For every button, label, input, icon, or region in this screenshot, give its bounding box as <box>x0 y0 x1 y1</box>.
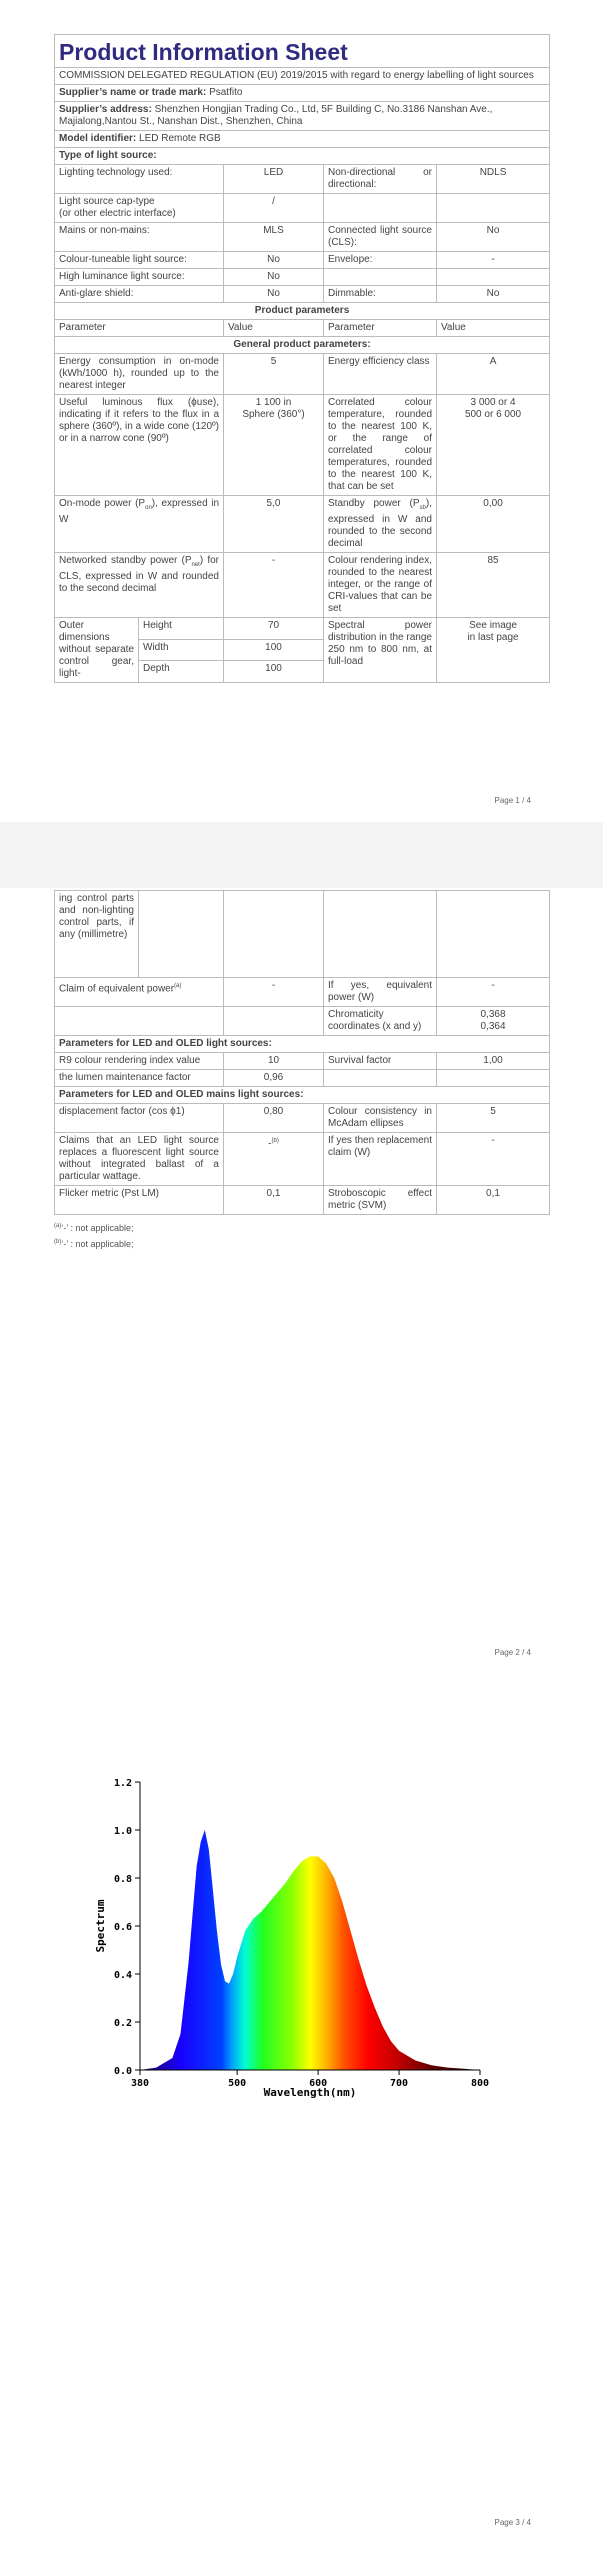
model-row <box>55 131 550 148</box>
anti-glare-label: Anti-glare shield: <box>55 286 224 303</box>
x-axis-label: Wavelength(nm) <box>263 2086 357 2099</box>
regulation-text: COMMISSION DELEGATED REGULATION (EU) 2019/2015 with regard to energy labelling of light sources <box>55 68 550 85</box>
width-label: Width <box>139 639 224 661</box>
standby-power-label-pre: Standby power (P <box>328 498 420 509</box>
equivalent-power-label: If yes, equivalent power (W) <box>324 978 437 1007</box>
colour-consistency-label: Colour consistency in McAdam ellipses <box>324 1104 437 1133</box>
cct-value-line1: 3 000 or 4 <box>470 397 516 408</box>
claim-equivalent-power-label <box>55 978 224 1007</box>
replacement-claims-label: Claims that an LED light source replaces a fluorescent light source without integrated ballast of a particular wattage. <box>55 1133 224 1186</box>
chart-plot-area <box>114 1778 489 2089</box>
footnote-b-mark: (b) <box>54 1239 62 1245</box>
width-value: 100 <box>224 639 324 661</box>
y-tick-label: 0.4 <box>113 1970 132 1981</box>
high-luminance-label: High luminance light source: <box>55 269 224 286</box>
spectrum-chart <box>80 1760 510 2110</box>
networked-standby-value: - <box>224 553 324 618</box>
cls-label: Connected light source (CLS): <box>324 223 437 252</box>
y-tick-label: 0.8 <box>113 1874 132 1885</box>
footnote-a-text: ‘-’ : not applicable; <box>61 1223 134 1233</box>
claim-equivalent-power-text: Claim of equivalent power <box>59 983 175 995</box>
footnote-b-text: ‘-’ : not applicable; <box>61 1239 134 1249</box>
page-number: Page 2 / 4 <box>494 1648 531 1657</box>
empty-cell <box>324 1070 437 1087</box>
stroboscopic-value: 0,1 <box>437 1186 550 1215</box>
supplier-name-row <box>55 85 550 102</box>
directional-value: NDLS <box>437 165 550 194</box>
x-tick-label: 600 <box>309 2078 328 2089</box>
colour-tuneable-value: No <box>224 252 324 269</box>
on-mode-power-label-pre: On-mode power (P <box>59 498 146 509</box>
replacement-claim-watts-value: - <box>437 1133 550 1186</box>
spectral-distribution-value-line1: See image <box>469 620 517 631</box>
on-mode-power-label <box>55 496 224 553</box>
energy-consumption-value: 5 <box>224 354 324 395</box>
empty-cell <box>437 269 550 286</box>
supplier-address-value: Shenzhen Hongjian Trading Co., Ltd, 5F Building C, No.3186 Nanshan Ave., Majialong,Nantou St., Nanshan Dist., Shenzhen, China <box>59 104 493 127</box>
page-2 <box>0 880 603 1700</box>
r9-label: R9 colour rendering index value <box>55 1053 224 1070</box>
standby-power-label-sub: sb <box>419 505 426 511</box>
footnote-a <box>54 1219 549 1235</box>
model-value: LED Remote RGB <box>139 133 221 144</box>
depth-value: 100 <box>224 661 324 683</box>
luminous-flux-value-line2: Sphere (360°) <box>242 409 305 420</box>
empty-cell <box>324 269 437 286</box>
cap-type-label <box>55 194 224 223</box>
cls-value: No <box>437 223 550 252</box>
spectral-distribution-label: Spectral power distribution in the range 250 nm to 800 nm, at full-load <box>324 618 437 683</box>
energy-consumption-label: Energy consumption in on-mode (kWh/1000 h), rounded up to the nearest integer <box>55 354 224 395</box>
mains-label: Mains or non-mains: <box>55 223 224 252</box>
on-mode-power-label-post: ), expressed in W <box>59 498 219 525</box>
colour-consistency-value: 5 <box>437 1104 550 1133</box>
cri-value: 85 <box>437 553 550 618</box>
empty-cell <box>55 1007 224 1036</box>
luminous-flux-value-line1: 1 100 in <box>255 397 292 408</box>
product-information-sheet-continued <box>54 890 549 1251</box>
x-tick-label: 500 <box>228 2078 247 2089</box>
claim-equivalent-power-value: - <box>224 978 324 1007</box>
stroboscopic-label: Stroboscopic effect metric (SVM) <box>324 1186 437 1215</box>
lighting-tech-value: LED <box>224 165 324 194</box>
cap-type-value: / <box>224 194 324 223</box>
chromaticity-y: 0,364 <box>480 1021 506 1032</box>
outer-dimensions-label-continued: ing control parts and non-lighting control parts, if any (millimetre) <box>55 891 139 978</box>
cap-type-label-line1: Light source cap-type <box>59 196 155 207</box>
supplier-address-label: Supplier’s address: <box>59 104 152 115</box>
footnote-b <box>54 1235 549 1251</box>
mains-params-heading: Parameters for LED and OLED mains light sources: <box>55 1087 550 1104</box>
depth-label: Depth <box>139 661 224 683</box>
lighting-tech-label: Lighting technology used: <box>55 165 224 194</box>
empty-cell <box>324 891 437 978</box>
networked-standby-label-post: ) for CLS, expressed in W and rounded to the second decimal <box>59 555 219 594</box>
cct-value <box>437 395 550 496</box>
empty-cell <box>224 891 324 978</box>
directional-label: Non-directional or directional: <box>324 165 437 194</box>
r9-value: 10 <box>224 1053 324 1070</box>
anti-glare-value: No <box>224 286 324 303</box>
networked-standby-label-sub: net <box>191 562 200 568</box>
col-parameter: Parameter <box>55 320 224 337</box>
flicker-metric-value: 0,1 <box>224 1186 324 1215</box>
cct-value-line2: 500 or 6 000 <box>464 409 522 420</box>
chromaticity-label: Chromaticity coordinates (x and y) <box>324 1007 437 1036</box>
envelope-label: Envelope: <box>324 252 437 269</box>
empty-cell <box>437 194 550 223</box>
colour-tuneable-label: Colour-tuneable light source: <box>55 252 224 269</box>
replacement-claims-value <box>224 1133 324 1186</box>
luminous-flux-value <box>224 395 324 496</box>
dimmable-label: Dimmable: <box>324 286 437 303</box>
height-value: 70 <box>224 618 324 640</box>
footnote-a-ref: (a) <box>174 983 182 989</box>
empty-cell <box>437 1070 550 1087</box>
empty-cell <box>324 194 437 223</box>
lumen-maintenance-value: 0,96 <box>224 1070 324 1087</box>
spectral-distribution-value <box>437 618 550 683</box>
supplier-name-label: Supplier’s name or trade mark: <box>59 87 207 98</box>
spectral-distribution-value-line2: in last page <box>467 632 519 643</box>
displacement-factor-label: displacement factor (cos ϕ1) <box>55 1104 224 1133</box>
product-information-sheet <box>54 34 549 683</box>
page-gap <box>0 822 603 888</box>
chromaticity-x: 0,368 <box>480 1009 506 1020</box>
replacement-claims-value-text: - <box>268 1138 272 1150</box>
product-params-heading: Product parameters <box>55 303 550 320</box>
mains-value: MLS <box>224 223 324 252</box>
empty-cell <box>139 891 224 978</box>
networked-standby-label <box>55 553 224 618</box>
height-label: Height <box>139 618 224 640</box>
outer-dimensions-label: Outer dimensions without separate control gear, light- <box>55 618 139 683</box>
survival-factor-value: 1,00 <box>437 1053 550 1070</box>
energy-class-value: A <box>437 354 550 395</box>
empty-cell <box>224 1007 324 1036</box>
y-tick-label: 0.6 <box>113 1922 132 1933</box>
cap-type-label-line2: (or other electric interface) <box>59 208 176 219</box>
supplier-name-value: Psatfito <box>209 87 243 98</box>
general-params-heading: General product parameters: <box>55 337 550 354</box>
page-number: Page 1 / 4 <box>494 796 531 805</box>
model-label: Model identifier: <box>59 133 137 144</box>
footnote-b-ref: (b) <box>271 1138 279 1144</box>
y-tick-label: 1.0 <box>113 1826 132 1837</box>
cct-label: Correlated colour temperature, rounded to the nearest 100 K, or the range of correlated colour temperatures, rounded to the nearest 100 K, that can be set <box>324 395 437 496</box>
high-luminance-value: No <box>224 269 324 286</box>
info-table <box>54 34 550 683</box>
lumen-maintenance-label: the lumen maintenance factor <box>55 1070 224 1087</box>
replacement-claim-watts-label: If yes then replacement claim (W) <box>324 1133 437 1186</box>
y-tick-label: 0.0 <box>113 2066 132 2077</box>
on-mode-power-label-sub: on <box>145 505 152 511</box>
led-params-heading: Parameters for LED and OLED light sources: <box>55 1036 550 1053</box>
dimmable-value: No <box>437 286 550 303</box>
standby-power-value: 0,00 <box>437 496 550 553</box>
empty-cell <box>437 891 550 978</box>
info-table-continued <box>54 890 550 1215</box>
x-tick-label: 380 <box>130 2078 150 2089</box>
spectrum-area <box>140 1830 480 2070</box>
energy-class-label: Energy efficiency class <box>324 354 437 395</box>
col-value: Value <box>224 320 324 337</box>
flicker-metric-label: Flicker metric (Pst LM) <box>55 1186 224 1215</box>
col-parameter: Parameter <box>324 320 437 337</box>
standby-power-label-post: ), expressed in W and rounded to the second decimal <box>328 498 432 549</box>
supplier-address-row <box>55 102 550 131</box>
chromaticity-value <box>437 1007 550 1036</box>
col-value: Value <box>437 320 550 337</box>
standby-power-label <box>324 496 437 553</box>
on-mode-power-value: 5,0 <box>224 496 324 553</box>
x-tick-label: 800 <box>470 2078 490 2089</box>
networked-standby-label-pre: Networked standby power (P <box>59 555 192 566</box>
page-1 <box>0 0 603 880</box>
luminous-flux-label: Useful luminous flux (ϕuse), indicating if it refers to the flux in a sphere (360º), in a wide cone (120º) or in a narrow cone (90º) <box>55 395 224 496</box>
envelope-value: - <box>437 252 550 269</box>
y-tick-label: 0.2 <box>113 2018 132 2029</box>
equivalent-power-value: - <box>437 978 550 1007</box>
page-3 <box>0 1700 603 2560</box>
cri-label: Colour rendering index, rounded to the nearest integer, or the range of CRI-values that can be set <box>324 553 437 618</box>
x-tick-label: 700 <box>390 2078 409 2089</box>
sheet-title: Product Information Sheet <box>55 35 550 68</box>
type-heading: Type of light source: <box>55 148 550 165</box>
footnotes <box>54 1219 549 1251</box>
displacement-factor-value: 0,80 <box>224 1104 324 1133</box>
y-axis-label: Spectrum <box>94 1899 107 1953</box>
page-number: Page 3 / 4 <box>494 2518 531 2527</box>
footnote-a-mark: (a) <box>54 1223 62 1229</box>
y-tick-label: 1.2 <box>113 1778 132 1789</box>
survival-factor-label: Survival factor <box>324 1053 437 1070</box>
